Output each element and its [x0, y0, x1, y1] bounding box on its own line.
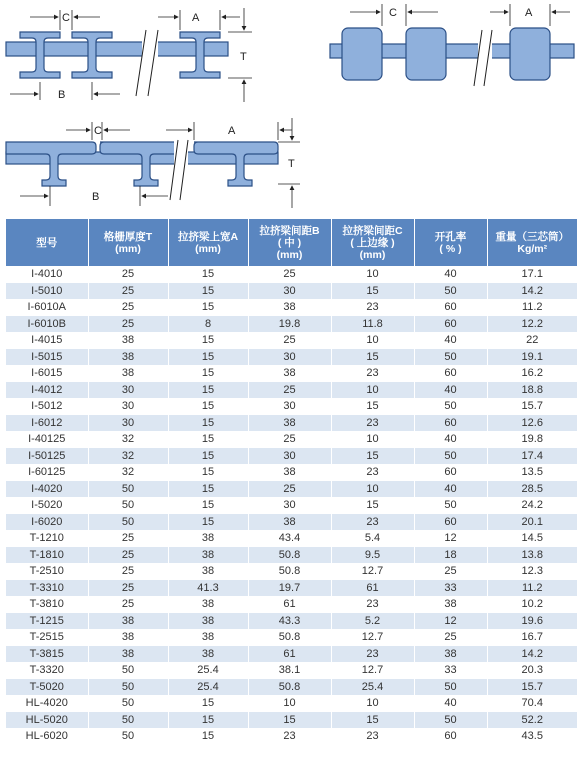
- column-header: [88, 219, 168, 266]
- table-cell: 70.4: [487, 695, 577, 712]
- table-cell: 10: [331, 332, 414, 349]
- spec-table: [6, 219, 577, 745]
- table-cell: 8: [168, 316, 248, 333]
- table-cell: 25.4: [168, 679, 248, 696]
- table-cell: 60: [414, 514, 487, 531]
- hl-block-2: [406, 28, 446, 80]
- table-cell: 50.8: [248, 629, 331, 646]
- table-cell: 50.8: [248, 547, 331, 564]
- table-cell: 15: [168, 514, 248, 531]
- table-row: [6, 283, 577, 300]
- table-cell: 50: [414, 712, 487, 729]
- table-cell: 23: [331, 415, 414, 432]
- table-cell: 23: [331, 365, 414, 382]
- table-cell: T-2515: [6, 629, 88, 646]
- dim-b-label-3: B: [92, 191, 100, 203]
- table-cell: 38: [168, 547, 248, 564]
- table-cell: 50.8: [248, 679, 331, 696]
- hl-block-3: [510, 28, 550, 80]
- table-cell: 38: [88, 349, 168, 366]
- column-header-line: (mm): [276, 248, 303, 261]
- table-cell: 15: [168, 712, 248, 729]
- table-cell: 38: [248, 464, 331, 481]
- table-row: [6, 332, 577, 349]
- table-cell: 30: [248, 283, 331, 300]
- table-cell: 5.2: [331, 613, 414, 630]
- table-cell: 61: [331, 580, 414, 597]
- table-cell: 14.5: [487, 530, 577, 547]
- column-header: [168, 219, 248, 266]
- table-row: [6, 646, 577, 663]
- table-cell: 40: [414, 481, 487, 498]
- table-row: [6, 266, 577, 283]
- table-cell: 50: [414, 448, 487, 465]
- table-cell: 10: [331, 431, 414, 448]
- table-cell: 15: [168, 448, 248, 465]
- dim-c-label-3: C: [94, 125, 102, 137]
- table-cell: 23: [331, 299, 414, 316]
- table-cell: 15: [331, 398, 414, 415]
- column-header-line: ( % ): [439, 242, 462, 255]
- table-cell: 13.5: [487, 464, 577, 481]
- hl-diagram: [330, 4, 574, 86]
- table-cell: 12.7: [331, 563, 414, 580]
- table-cell: T-2510: [6, 563, 88, 580]
- table-cell: 38: [168, 613, 248, 630]
- table-row: [6, 530, 577, 547]
- table-cell: 19.1: [487, 349, 577, 366]
- table-cell: 38: [248, 415, 331, 432]
- table-cell: 38: [248, 299, 331, 316]
- table-cell: 15: [168, 332, 248, 349]
- column-header: [6, 219, 88, 266]
- table-cell: 50.8: [248, 563, 331, 580]
- table-cell: 25: [248, 332, 331, 349]
- table-cell: 61: [248, 596, 331, 613]
- table-cell: 50: [414, 283, 487, 300]
- table-cell: 50: [414, 349, 487, 366]
- table-cell: 38: [88, 613, 168, 630]
- table-cell: 30: [88, 382, 168, 399]
- i-bar-diagram: [6, 8, 252, 102]
- table-cell: 10: [331, 266, 414, 283]
- table-cell: T-3810: [6, 596, 88, 613]
- table-cell: 15: [168, 464, 248, 481]
- table-cell: I-6010B: [6, 316, 88, 333]
- table-row: [6, 415, 577, 432]
- table-cell: 15: [331, 712, 414, 729]
- table-cell: 38: [414, 646, 487, 663]
- table-cell: 15: [248, 712, 331, 729]
- column-header: [487, 219, 577, 266]
- table-cell: 40: [414, 695, 487, 712]
- table-cell: 11.2: [487, 580, 577, 597]
- table-cell: 15: [331, 283, 414, 300]
- t-bar-diagram: [6, 118, 300, 208]
- table-row: [6, 613, 577, 630]
- table-row: [6, 728, 577, 745]
- table-cell: 12.2: [487, 316, 577, 333]
- column-header-line: ( 中 ): [277, 236, 302, 249]
- table-cell: T-3310: [6, 580, 88, 597]
- dim-c-label-2: C: [389, 7, 397, 19]
- column-header: [248, 219, 331, 266]
- dim-c-label-1: C: [62, 12, 70, 24]
- table-cell: I-5020: [6, 497, 88, 514]
- table-cell: 32: [88, 464, 168, 481]
- table-row: [6, 299, 577, 316]
- table-cell: 25: [88, 299, 168, 316]
- table-row: [6, 481, 577, 498]
- dim-b-label-1: B: [58, 89, 66, 101]
- table-cell: 16.2: [487, 365, 577, 382]
- table-cell: 25: [88, 547, 168, 564]
- table-cell: 38: [88, 332, 168, 349]
- table-header-row: [6, 219, 577, 266]
- table-cell: 9.5: [331, 547, 414, 564]
- table-cell: 60: [414, 728, 487, 745]
- table-row: [6, 563, 577, 580]
- table-cell: 38: [248, 365, 331, 382]
- table-cell: 19.7: [248, 580, 331, 597]
- table-cell: 20.1: [487, 514, 577, 531]
- dim-a-label-2: A: [525, 7, 533, 19]
- table-cell: I-5010: [6, 283, 88, 300]
- table-cell: 14.2: [487, 283, 577, 300]
- table-row: [6, 662, 577, 679]
- table-cell: 12.7: [331, 662, 414, 679]
- table-row: [6, 596, 577, 613]
- table-cell: 15: [331, 448, 414, 465]
- table-cell: 5.4: [331, 530, 414, 547]
- table-row: [6, 580, 577, 597]
- dim-a-label-3: A: [228, 125, 236, 137]
- table-cell: 40: [414, 431, 487, 448]
- table-row: [6, 712, 577, 729]
- column-header-line: 拉挤梁上宽A: [177, 230, 239, 243]
- table-cell: 60: [414, 299, 487, 316]
- table-cell: 61: [248, 646, 331, 663]
- dim-t-label-1: T: [240, 51, 247, 63]
- table-cell: 10: [331, 382, 414, 399]
- table-cell: T-3320: [6, 662, 88, 679]
- table-cell: I-6012: [6, 415, 88, 432]
- table-cell: 19.6: [487, 613, 577, 630]
- table-cell: 25.4: [168, 662, 248, 679]
- table-cell: 43.3: [248, 613, 331, 630]
- table-cell: 40: [414, 382, 487, 399]
- table-row: [6, 679, 577, 696]
- table-cell: 41.3: [168, 580, 248, 597]
- table-cell: 15: [168, 283, 248, 300]
- table-cell: 25: [414, 629, 487, 646]
- table-cell: 38: [168, 629, 248, 646]
- table-cell: 11.2: [487, 299, 577, 316]
- column-header: [414, 219, 487, 266]
- table-cell: 11.8: [331, 316, 414, 333]
- table-cell: HL-5020: [6, 712, 88, 729]
- profile-diagrams: [0, 0, 583, 215]
- table-cell: 12.6: [487, 415, 577, 432]
- table-cell: 60: [414, 415, 487, 432]
- table-cell: 12: [414, 613, 487, 630]
- table-cell: I-4012: [6, 382, 88, 399]
- table-row: [6, 316, 577, 333]
- table-cell: 23: [331, 514, 414, 531]
- table-row: [6, 382, 577, 399]
- table-cell: 30: [88, 415, 168, 432]
- table-row: [6, 547, 577, 564]
- table-cell: 38: [88, 629, 168, 646]
- table-cell: T-5020: [6, 679, 88, 696]
- table-cell: 23: [331, 646, 414, 663]
- table-cell: 10: [331, 695, 414, 712]
- table-row: [6, 398, 577, 415]
- table-cell: I-5015: [6, 349, 88, 366]
- column-header-line: 拉挤梁间距B: [259, 224, 320, 237]
- table-row: [6, 448, 577, 465]
- profile-diagrams-svg: [0, 0, 583, 215]
- table-row: [6, 514, 577, 531]
- table-row: [6, 497, 577, 514]
- table-cell: 25: [88, 563, 168, 580]
- table-cell: 20.3: [487, 662, 577, 679]
- table-cell: 15: [168, 365, 248, 382]
- table-cell: 10: [331, 481, 414, 498]
- table-cell: I-4015: [6, 332, 88, 349]
- table-cell: I-4010: [6, 266, 88, 283]
- table-cell: 30: [88, 398, 168, 415]
- table-cell: 19.8: [487, 431, 577, 448]
- table-cell: 25: [88, 596, 168, 613]
- table-cell: 50: [88, 728, 168, 745]
- table-cell: 24.2: [487, 497, 577, 514]
- table-cell: T-1210: [6, 530, 88, 547]
- table-cell: T-3815: [6, 646, 88, 663]
- table-cell: 33: [414, 580, 487, 597]
- table-row: [6, 464, 577, 481]
- table-cell: 30: [248, 497, 331, 514]
- table-cell: 25: [88, 266, 168, 283]
- table-cell: 50: [414, 497, 487, 514]
- table-cell: 23: [248, 728, 331, 745]
- table-cell: 12: [414, 530, 487, 547]
- table-cell: 15: [168, 728, 248, 745]
- table-cell: I-5012: [6, 398, 88, 415]
- dim-a-label-1: A: [192, 12, 200, 24]
- table-cell: 38: [414, 596, 487, 613]
- table-cell: 38: [88, 365, 168, 382]
- table-cell: 23: [331, 728, 414, 745]
- table-cell: T-1810: [6, 547, 88, 564]
- table-cell: 18.8: [487, 382, 577, 399]
- table-cell: 25.4: [331, 679, 414, 696]
- table-cell: 15: [168, 398, 248, 415]
- hl-block-1: [342, 28, 382, 80]
- column-header-line: 型号: [36, 236, 58, 249]
- column-header-line: 重量（三芯筒）: [495, 230, 569, 243]
- table-cell: 13.8: [487, 547, 577, 564]
- table-cell: I-6020: [6, 514, 88, 531]
- table-cell: 28.5: [487, 481, 577, 498]
- table-body: [6, 266, 577, 745]
- column-header-line: Kg/m²: [517, 242, 548, 255]
- table-cell: 18: [414, 547, 487, 564]
- table-cell: 50: [414, 679, 487, 696]
- column-header-line: (mm): [195, 242, 221, 255]
- table-cell: 15: [168, 266, 248, 283]
- table-cell: 38: [168, 530, 248, 547]
- table-cell: 19.8: [248, 316, 331, 333]
- table-cell: 38: [248, 514, 331, 531]
- table-cell: 15: [168, 415, 248, 432]
- column-header-line: (mm): [359, 248, 386, 261]
- table-cell: 16.7: [487, 629, 577, 646]
- table-cell: 32: [88, 431, 168, 448]
- table-cell: I-60125: [6, 464, 88, 481]
- table-row: [6, 365, 577, 382]
- table-row: [6, 349, 577, 366]
- table-cell: 38: [88, 646, 168, 663]
- table-cell: 50: [88, 481, 168, 498]
- table-cell: 43.5: [487, 728, 577, 745]
- table-cell: 30: [248, 349, 331, 366]
- column-header-line: 开孔率: [434, 230, 467, 243]
- table-cell: 50: [88, 662, 168, 679]
- table-cell: HL-6020: [6, 728, 88, 745]
- table-cell: 40: [414, 266, 487, 283]
- table-row: [6, 431, 577, 448]
- table-cell: 10: [248, 695, 331, 712]
- table-cell: 25: [414, 563, 487, 580]
- table-cell: 60: [414, 316, 487, 333]
- table-cell: 38: [168, 646, 248, 663]
- table-cell: 38.1: [248, 662, 331, 679]
- table-cell: 25: [88, 580, 168, 597]
- column-header-line: 拉挤梁间距C: [342, 224, 403, 237]
- table-cell: I-6015: [6, 365, 88, 382]
- table-cell: 33: [414, 662, 487, 679]
- table-cell: 15: [168, 481, 248, 498]
- table-cell: 40: [414, 332, 487, 349]
- table-cell: I-4020: [6, 481, 88, 498]
- column-header-line: ( 上边缘 ): [350, 236, 395, 249]
- table-cell: 38: [168, 563, 248, 580]
- table-cell: 30: [248, 448, 331, 465]
- table-cell: 15: [168, 349, 248, 366]
- table-cell: 23: [331, 464, 414, 481]
- table-cell: 15.7: [487, 398, 577, 415]
- column-header: [331, 219, 414, 266]
- table-cell: 50: [88, 695, 168, 712]
- table-cell: 15: [168, 299, 248, 316]
- table-cell: 50: [88, 514, 168, 531]
- table-cell: I-40125: [6, 431, 88, 448]
- table-cell: 32: [88, 448, 168, 465]
- table-cell: 15: [168, 695, 248, 712]
- table-cell: 25: [248, 382, 331, 399]
- table-cell: 25: [88, 283, 168, 300]
- table-cell: 25: [248, 481, 331, 498]
- table-cell: 15: [168, 382, 248, 399]
- table-cell: 30: [248, 398, 331, 415]
- table-cell: 15: [331, 349, 414, 366]
- table-cell: T-1215: [6, 613, 88, 630]
- column-header-line: (mm): [115, 242, 141, 255]
- column-header-line: 格栅厚度T: [103, 230, 153, 243]
- table-cell: I-6010A: [6, 299, 88, 316]
- table-cell: 15: [331, 497, 414, 514]
- table-cell: 17.1: [487, 266, 577, 283]
- table-cell: 10.2: [487, 596, 577, 613]
- table-cell: 50: [414, 398, 487, 415]
- table-cell: 25: [248, 266, 331, 283]
- table-cell: 38: [168, 596, 248, 613]
- table-cell: 12.3: [487, 563, 577, 580]
- table-cell: 60: [414, 365, 487, 382]
- table-cell: 22: [487, 332, 577, 349]
- table-cell: 52.2: [487, 712, 577, 729]
- table-cell: 25: [88, 316, 168, 333]
- table-cell: 15: [168, 497, 248, 514]
- table-cell: 43.4: [248, 530, 331, 547]
- dim-t-label-3: T: [288, 158, 295, 170]
- table-cell: 14.2: [487, 646, 577, 663]
- table-row: [6, 629, 577, 646]
- table-cell: 15.7: [487, 679, 577, 696]
- table-cell: 25: [248, 431, 331, 448]
- table-cell: HL-4020: [6, 695, 88, 712]
- table-cell: 17.4: [487, 448, 577, 465]
- table-cell: 50: [88, 679, 168, 696]
- table-cell: 60: [414, 464, 487, 481]
- table-cell: 15: [168, 431, 248, 448]
- table-cell: 50: [88, 712, 168, 729]
- table-cell: 12.7: [331, 629, 414, 646]
- table-cell: 23: [331, 596, 414, 613]
- table-cell: 50: [88, 497, 168, 514]
- table-row: [6, 695, 577, 712]
- table-cell: 25: [88, 530, 168, 547]
- table-cell: I-50125: [6, 448, 88, 465]
